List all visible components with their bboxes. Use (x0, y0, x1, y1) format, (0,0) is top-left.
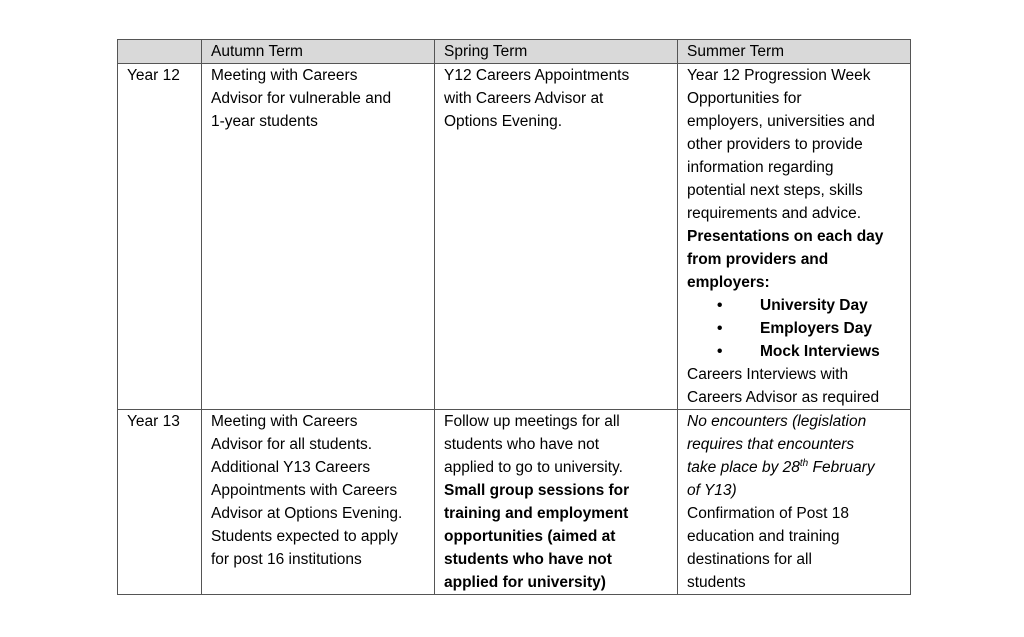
text-line: Careers Advisor as required (687, 389, 880, 406)
text-line-bold: training and employment (444, 505, 629, 522)
text-line: education and training (687, 528, 840, 545)
bullet-item-university-day (687, 294, 901, 317)
text-line-italic: requires that encounters (687, 436, 855, 453)
cell-year13-spring (435, 410, 678, 595)
text-line: Follow up meetings for all (444, 413, 620, 430)
bullet-icon: • (717, 343, 723, 360)
bullet-label: Mock Interviews (760, 343, 880, 360)
table-row-year-13 (118, 410, 911, 595)
text-line-bold: Small group sessions for (444, 482, 630, 499)
text-line: 1-year students (211, 113, 318, 130)
text-line: Meeting with Careers (211, 413, 358, 430)
text-line: Advisor at Options Evening. (211, 505, 403, 522)
row-label-year-13: Year 13 (118, 410, 202, 595)
text-line: Careers Interviews with (687, 366, 849, 383)
bullet-icon: • (717, 320, 723, 337)
cell-year13-autumn (202, 410, 435, 595)
text-fragment: take place by 28 (687, 459, 800, 476)
text-line: Appointments with Careers (211, 482, 398, 499)
bullet-label: University Day (760, 297, 868, 314)
cell-year13-summer (678, 410, 911, 595)
bullet-label: Employers Day (760, 320, 872, 337)
table-row-year-12 (118, 64, 911, 410)
text-line-bold: employers: (687, 274, 770, 291)
text-line: destinations for all (687, 551, 812, 568)
header-summer-term: Summer Term (678, 40, 911, 64)
text-line: Additional Y13 Careers (211, 459, 371, 476)
cell-year12-summer (678, 64, 911, 410)
bullet-item-employers-day (687, 317, 901, 340)
text-line: employers, universities and (687, 113, 875, 130)
text-line-italic: No encounters (legislation (687, 413, 867, 430)
bullet-item-mock-interviews (687, 340, 901, 363)
text-line: Options Evening. (444, 113, 563, 130)
bullet-icon: • (717, 297, 723, 314)
text-line: Opportunities for (687, 90, 802, 107)
text-line: Advisor for vulnerable and (211, 90, 392, 107)
text-line: with Careers Advisor at (444, 90, 604, 107)
text-line-bold: applied for university) (444, 574, 606, 591)
cell-year12-autumn (202, 64, 435, 410)
text-line: other providers to provide (687, 136, 863, 153)
ordinal-suffix: th (799, 457, 809, 469)
careers-table (117, 39, 911, 595)
text-line: applied to go to university. (444, 459, 623, 476)
cell-year12-spring (435, 64, 678, 410)
text-line-italic: of Y13) (687, 482, 737, 499)
header-autumn-term: Autumn Term (202, 40, 435, 64)
text-line: potential next steps, skills (687, 182, 863, 199)
text-line-bold: Presentations on each day (687, 228, 884, 245)
text-line-italic (687, 456, 901, 479)
text-line-bold: opportunities (aimed at (444, 528, 616, 545)
text-line: Confirmation of Post 18 (687, 505, 849, 522)
text-line: students (687, 574, 746, 591)
text-line: Students expected to apply (211, 528, 398, 545)
text-fragment: February (808, 459, 875, 476)
text-line-bold: from providers and (687, 251, 829, 268)
text-line: students who have not (444, 436, 600, 453)
text-line: Meeting with Careers (211, 67, 358, 84)
text-line: Year 12 Progression Week (687, 67, 871, 84)
row-label-year-12: Year 12 (118, 64, 202, 410)
text-line: Y12 Careers Appointments (444, 67, 630, 84)
header-row (118, 40, 911, 64)
header-blank (118, 40, 202, 64)
text-line-bold: students who have not (444, 551, 612, 568)
header-spring-term: Spring Term (435, 40, 678, 64)
text-line: for post 16 institutions (211, 551, 362, 568)
text-line: Advisor for all students. (211, 436, 373, 453)
text-line: requirements and advice. (687, 205, 862, 222)
text-line: information regarding (687, 159, 834, 176)
